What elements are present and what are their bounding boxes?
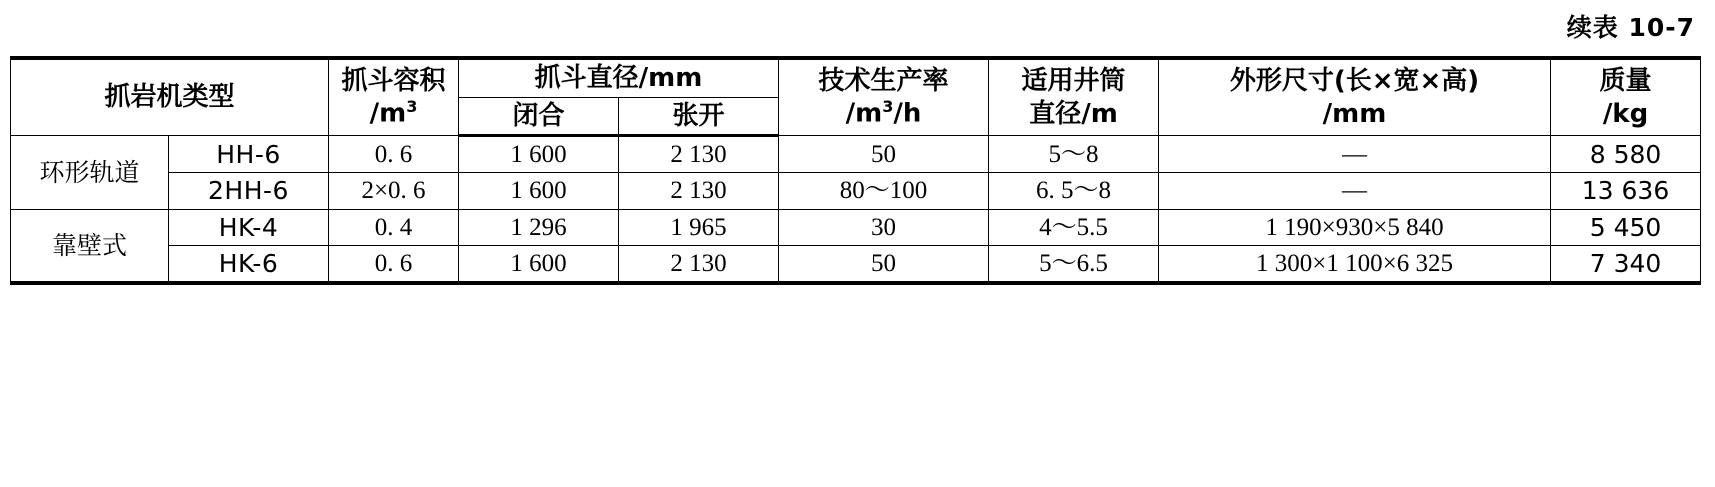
cell-dimensions: 1 190×930×5 840	[1159, 209, 1551, 245]
cell-closed: 1 600	[459, 245, 619, 283]
cell-model: 2HH-6	[169, 173, 329, 209]
header-productivity-line1: 技术生产率	[818, 65, 949, 96]
header-mass-line1: 质量	[1599, 66, 1652, 96]
group-label-1: 靠壁式	[11, 209, 169, 283]
cell-dimensions: —	[1159, 173, 1551, 209]
table-row	[11, 245, 1701, 283]
header-mass	[1551, 58, 1701, 136]
cell-model: HK-4	[169, 209, 329, 245]
table-row	[11, 173, 1701, 209]
cell-mass: 5 450	[1551, 209, 1701, 245]
cell-shaft: 5～8	[989, 136, 1159, 173]
cell-open: 2 130	[619, 136, 779, 173]
header-bucket-diameter-open: 张开	[619, 97, 779, 136]
header-dimensions-line2: /mm	[1322, 98, 1387, 129]
table-row	[11, 136, 1701, 173]
cell-productivity: 50	[779, 245, 989, 283]
cell-dimensions: —	[1159, 136, 1551, 173]
cell-model: HH-6	[169, 136, 329, 173]
continued-table-title: 续表 10-7	[1566, 13, 1695, 42]
cell-mass: 13 636	[1551, 173, 1701, 209]
cell-open: 1 965	[619, 209, 779, 245]
cell-mass: 7 340	[1551, 245, 1701, 283]
rock-loader-spec-table	[10, 56, 1701, 285]
header-dimensions	[1159, 58, 1551, 136]
header-mass-line2: /kg	[1602, 98, 1649, 129]
table-row	[11, 209, 1701, 245]
cell-productivity: 30	[779, 209, 989, 245]
header-bucket-diameter: 抓斗直径/mm	[459, 58, 779, 97]
cell-open: 2 130	[619, 245, 779, 283]
header-shaft-line2: 直径/m	[1029, 98, 1118, 129]
table-header-row-1	[11, 58, 1701, 97]
table-container	[10, 56, 1705, 285]
cell-productivity: 50	[779, 136, 989, 173]
cell-closed: 1 296	[459, 209, 619, 245]
cell-open: 2 130	[619, 173, 779, 209]
header-productivity	[779, 58, 989, 136]
header-shaft-diameter	[989, 58, 1159, 136]
group-label-0: 环形轨道	[11, 136, 169, 210]
cell-shaft: 6. 5～8	[989, 173, 1159, 209]
cell-model: HK-6	[169, 245, 329, 283]
header-dimensions-line1: 外形尺寸(长×宽×高)	[1229, 66, 1480, 96]
cell-closed: 1 600	[459, 136, 619, 173]
header-bucket-diameter-closed: 闭合	[459, 97, 619, 136]
cell-volume: 0. 4	[329, 209, 459, 245]
cell-shaft: 5～6.5	[989, 245, 1159, 283]
header-productivity-line2: $/m^3/h$	[845, 97, 922, 129]
cell-shaft: 4～5.5	[989, 209, 1159, 245]
header-bucket-volume	[329, 58, 459, 136]
cell-volume: 2×0. 6	[329, 173, 459, 209]
header-bucket-volume-line1: 抓斗容积	[341, 65, 446, 96]
cell-closed: 1 600	[459, 173, 619, 209]
cell-mass: 8 580	[1551, 136, 1701, 173]
header-bucket-volume-line2: $/m^3$	[369, 97, 418, 129]
header-shaft-line1: 适用井筒	[1021, 66, 1126, 96]
header-type-group: 抓岩机类型	[11, 58, 329, 136]
cell-dimensions: 1 300×1 100×6 325	[1159, 245, 1551, 283]
cell-productivity: 80～100	[779, 173, 989, 209]
cell-volume: 0. 6	[329, 136, 459, 173]
cell-volume: 0. 6	[329, 245, 459, 283]
